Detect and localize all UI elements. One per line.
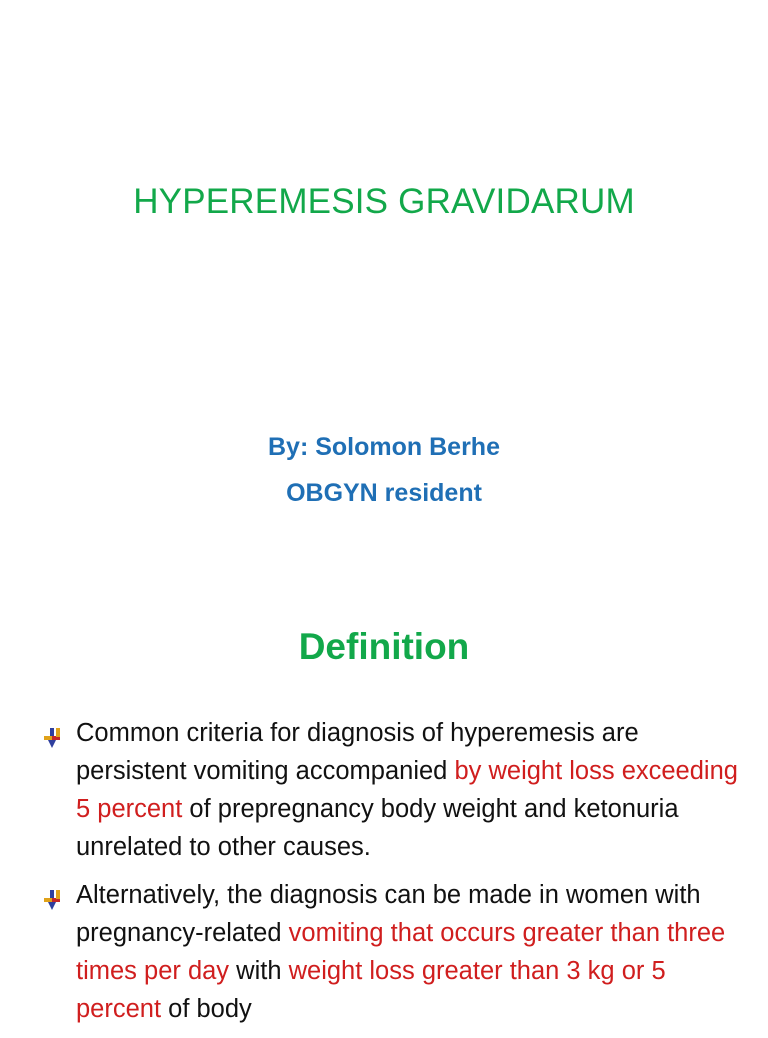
bullet-list xyxy=(44,714,744,1038)
bullet-highlight: weight loss greater than 3 kg or 5 percent xyxy=(76,957,666,1023)
bullet-item xyxy=(44,876,744,1028)
bullet-highlight: vomiting that occurs greater than three times per day xyxy=(76,919,726,985)
bullet-text-before: Alternatively, the diagnosis can be made in women with pregnancy-related xyxy=(76,881,701,947)
byline xyxy=(0,424,768,516)
author-line: By: Solomon Berhe xyxy=(268,433,500,461)
section-heading: Definition xyxy=(298,626,470,667)
bullet-arrow-icon xyxy=(44,885,68,907)
bullet-text-after: of body xyxy=(161,995,252,1023)
role-line: OBGYN resident xyxy=(286,479,482,507)
bullet-text-middle: with xyxy=(229,957,289,985)
slide-title: HYPEREMESIS GRAVIDARUM xyxy=(133,182,635,221)
bullet-text-after: of prepregnancy body weight and ketonuria unrelated to other causes. xyxy=(76,795,679,861)
bullet-arrow-icon xyxy=(44,723,68,745)
bullet-text-before: Common criteria for diagnosis of hyperemesis are persistent vomiting accompanied xyxy=(76,719,639,785)
bullet-highlight: by weight loss exceeding 5 percent xyxy=(76,757,738,823)
bullet-item xyxy=(44,714,744,866)
